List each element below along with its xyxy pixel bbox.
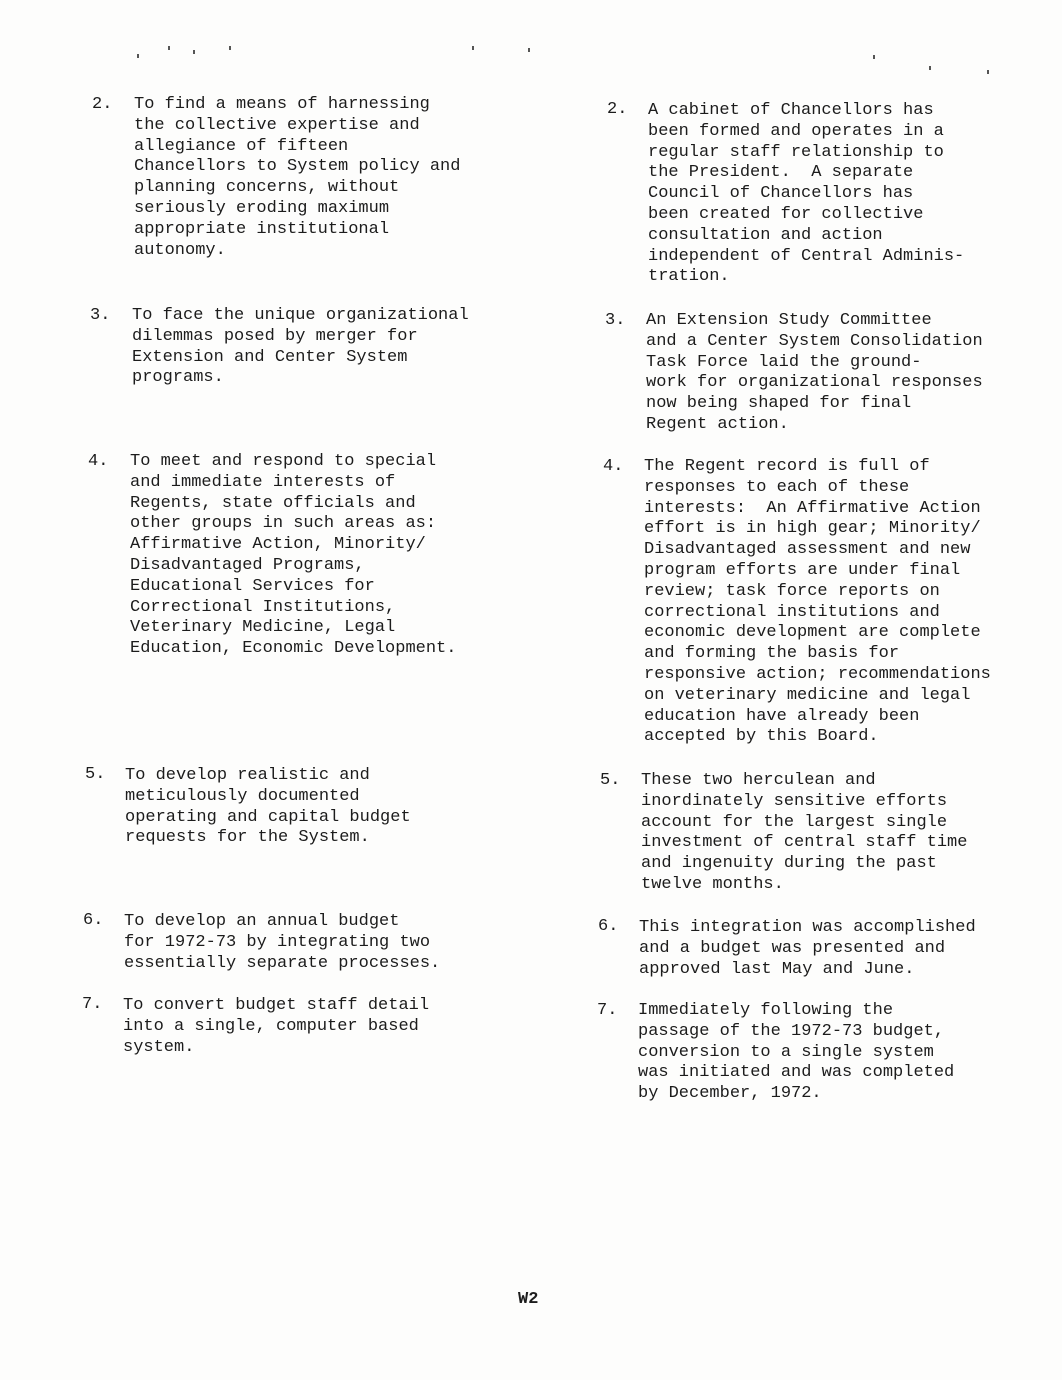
scan-speck bbox=[929, 66, 931, 70]
right-item-number: 2. bbox=[607, 100, 628, 119]
right-item-text: An Extension Study Committee and a Center System Consolidation Task Force laid the ground- work for organizational responses now being shaped for final Regent action. bbox=[646, 311, 983, 434]
right-item-text: Immediately following the passage of the 1972-73 budget, conversion to a single system was initiated and was completed by December, 1972. bbox=[638, 1001, 955, 1104]
left-item-text: To find a means of harnessing the collective expertise and allegiance of fifteen Chancellors to System policy and planning concerns, without seriously eroding maximum appropriate institutional autonomy. bbox=[134, 95, 461, 260]
scan-speck bbox=[193, 50, 195, 54]
left-item-text: To develop an annual budget for 1972-73 by integrating two essentially separate processes. bbox=[124, 912, 441, 973]
left-item-number: 5. bbox=[85, 765, 106, 784]
right-item-number: 3. bbox=[605, 311, 626, 330]
right-item-text: These two herculean and inordinately sensitive efforts account for the largest single investment of central staff time and ingenuity during the past twelve months. bbox=[641, 771, 968, 894]
right-item-number: 7. bbox=[597, 1001, 618, 1020]
right-item-text: The Regent record is full of responses to each of these interests: An Affirmative Action effort is in high gear; Minority/ Disadvantaged assessment and new program efforts are under final review; task force reports on correctional institutions and economic development are complete and forming the basis for responsive action; recommendations on veterinary medicine and legal education have already been accepted by this Board. bbox=[644, 457, 991, 747]
page-number: W2 bbox=[518, 1290, 539, 1309]
scan-speck bbox=[137, 54, 139, 58]
left-item-number: 7. bbox=[82, 995, 103, 1014]
right-item-number: 4. bbox=[603, 457, 624, 476]
scan-speck bbox=[873, 55, 875, 59]
left-item-text: To face the unique organizational dilemmas posed by merger for Extension and Center System programs. bbox=[132, 306, 469, 388]
right-item-number: 6. bbox=[598, 917, 619, 936]
right-item-text: A cabinet of Chancellors has been formed and operates in a regular staff relationship to the President. A separate Council of Chancellors has been created for collective consultation and action independent of Central Adminis- tration. bbox=[648, 101, 965, 287]
scan-speck bbox=[528, 48, 530, 52]
scan-speck bbox=[229, 46, 231, 50]
scan-speck bbox=[987, 70, 989, 74]
left-item-text: To develop realistic and meticulously documented operating and capital budget requests for the System. bbox=[125, 766, 411, 848]
right-item-text: This integration was accomplished and a budget was presented and approved last May and June. bbox=[639, 918, 976, 979]
left-item-text: To meet and respond to special and immediate interests of Regents, state officials and other groups in such areas as: Affirmative Action, Minority/ Disadvantaged Programs, Educational Services for Correctional Institutions, Veterinary Medicine, Legal Education, Economic Development. bbox=[130, 452, 457, 659]
scan-speck bbox=[472, 46, 474, 50]
left-item-number: 4. bbox=[88, 452, 109, 471]
left-item-number: 2. bbox=[92, 95, 113, 114]
left-item-number: 3. bbox=[90, 306, 111, 325]
right-item-number: 5. bbox=[600, 771, 621, 790]
left-item-text: To convert budget staff detail into a single, computer based system. bbox=[123, 996, 430, 1057]
scan-speck bbox=[168, 46, 170, 50]
left-item-number: 6. bbox=[83, 911, 104, 930]
